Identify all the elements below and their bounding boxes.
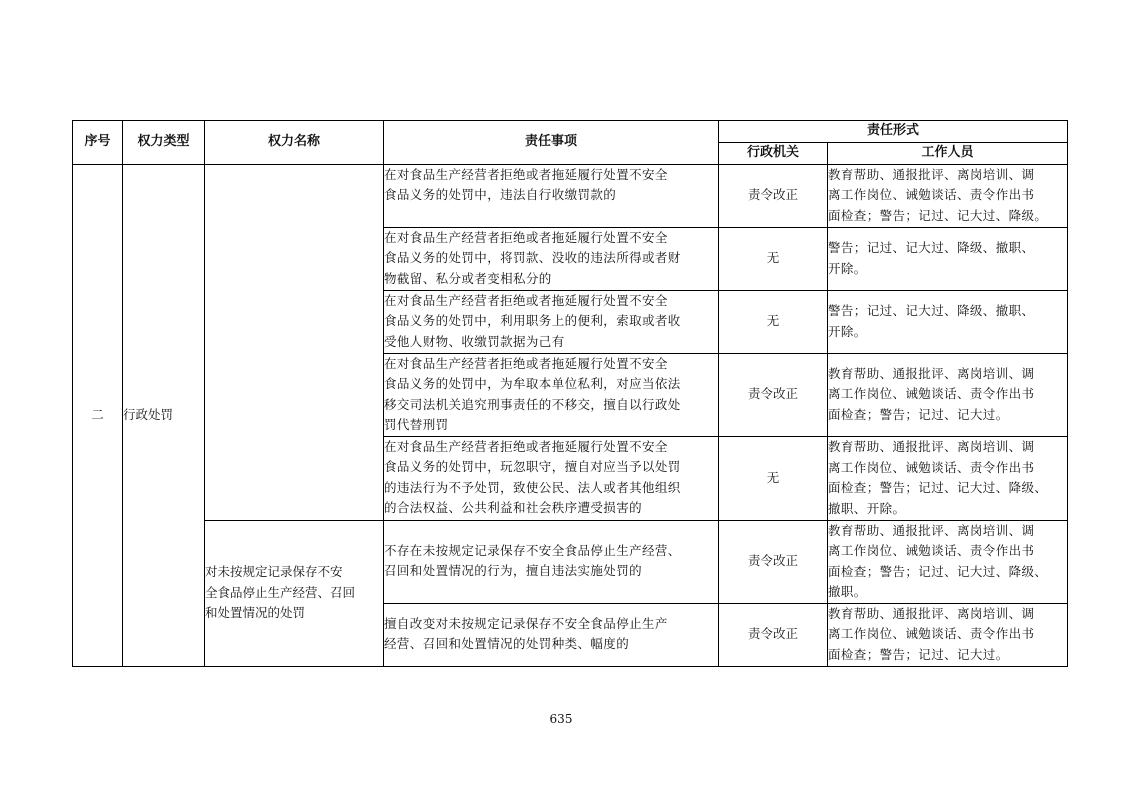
header-staff: 工作人员 (828, 143, 1068, 165)
matter-cell: 在对食品生产经营者拒绝或者拖延履行处置不安全 食品义务的处罚中，将罚款、没收的违法所得或者财 物截留、私分或者变相私分的 (384, 227, 719, 290)
header-power-name: 权力名称 (205, 121, 384, 165)
responsibility-table (72, 120, 1068, 667)
matter-cell: 不存在未按规定记录保存不安全食品停止生产经营、 召回和处置情况的行为，擅自违法实施处罚的 (384, 520, 719, 603)
header-seq: 序号 (73, 121, 123, 165)
page-number: 635 (549, 712, 573, 726)
org-cell: 责令改正 (719, 603, 828, 666)
staff-cell: 教育帮助、通报批评、离岗培训、调 离工作岗位、诫勉谈话、责令作出书 面检查；警告；记过、记大过、降级、 撤职、开除。 (828, 436, 1068, 520)
org-cell: 无 (719, 227, 828, 290)
header-row (73, 121, 1068, 143)
group-seq: 二 (73, 164, 123, 666)
matter-cell: 在对食品生产经营者拒绝或者拖延履行处置不安全 食品义务的处罚中，违法自行收缴罚款的 (384, 164, 719, 227)
header-matter: 责任事项 (384, 121, 719, 165)
group-power-type: 行政处罚 (123, 164, 205, 666)
staff-cell: 教育帮助、通报批评、离岗培训、调 离工作岗位、诫勉谈话、责令作出书 面检查；警告；记过、记大过。 (828, 353, 1068, 436)
staff-cell: 教育帮助、通报批评、离岗培训、调 离工作岗位、诫勉谈话、责令作出书 面检查；警告；记过、记大过、降级、 撤职。 (828, 520, 1068, 603)
staff-cell: 教育帮助、通报批评、离岗培训、调 离工作岗位、诫勉谈话、责令作出书 面检查；警告；记过、记大过。 (828, 603, 1068, 666)
table-row (73, 520, 1068, 603)
header-power-type: 权力类型 (123, 121, 205, 165)
staff-cell: 警告；记过、记大过、降级、撤职、 开除。 (828, 227, 1068, 290)
org-cell: 无 (719, 436, 828, 520)
group-power-name-1 (205, 164, 384, 520)
staff-cell: 教育帮助、通报批评、离岗培训、调 离工作岗位、诫勉谈话、责令作出书 面检查；警告；记过、记大过、降级。 (828, 164, 1068, 227)
matter-cell: 擅自改变对未按规定记录保存不安全食品停止生产 经营、召回和处置情况的处罚种类、幅度的 (384, 603, 719, 666)
matter-cell: 在对食品生产经营者拒绝或者拖延履行处置不安全 食品义务的处罚中，利用职务上的便利，索取或者收 受他人财物、收缴罚款据为己有 (384, 290, 719, 353)
header-form: 责任形式 (719, 121, 1068, 143)
org-cell: 责令改正 (719, 353, 828, 436)
staff-cell: 警告；记过、记大过、降级、撤职、 开除。 (828, 290, 1068, 353)
table-row (73, 164, 1068, 227)
org-cell: 责令改正 (719, 164, 828, 227)
matter-cell: 在对食品生产经营者拒绝或者拖延履行处置不安全 食品义务的处罚中，为牟取本单位私利，对应当依法 移交司法机关追究刑事责任的不移交，擅自以行政处 罚代替刑罚 (384, 353, 719, 436)
org-cell: 无 (719, 290, 828, 353)
group-power-name-2: 对未按规定记录保存不安 全食品停止生产经营、召回 和处置情况的处罚 (205, 520, 384, 666)
matter-cell: 在对食品生产经营者拒绝或者拖延履行处置不安全 食品义务的处罚中，玩忽职守，擅自对应当予以处罚 的违法行为不予处罚，致使公民、法人或者其他组织 的合法权益、公共利益和社会秩序遭受损害的 (384, 436, 719, 520)
header-org: 行政机关 (719, 143, 828, 165)
org-cell: 责令改正 (719, 520, 828, 603)
